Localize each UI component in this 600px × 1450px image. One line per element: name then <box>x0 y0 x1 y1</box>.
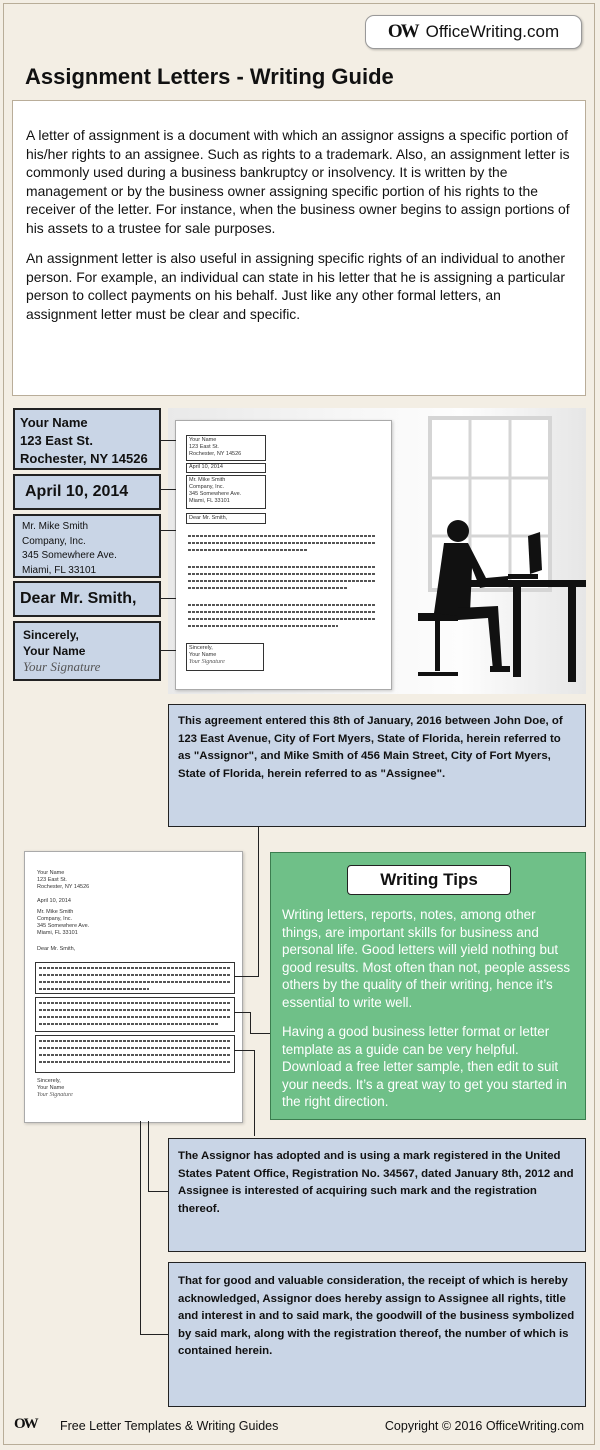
agreement-paragraph-3: That for good and valuable consideration, the receipt of which is hereby acknowledged, Assignor does hereby assign to Assignee all rights, title and interest in and to said mark, the goodwill of the business symbolized by said mark, along with the registration thereof, the number of which is contained herein. <box>168 1262 586 1407</box>
recipient-name: Mr. Mike Smith <box>22 521 89 532</box>
intro-paragraph: A letter of assignment is a document with which an assignor assigns a specific portion of his/her rights to an assignee. Such as rights to a trademark. Also, an assignment letter is commonly used during a business bankruptcy or insolvency. It is written by the management or by the business owner assigning specific portion of his rights to the receiver of the letter. For instance, when the business owner begins to assign portions of his assets to a trustee for sale purposes. <box>26 127 570 236</box>
mini2-sender: Your Name 123 East St. Rochester, NY 14526 <box>37 870 90 890</box>
writing-tips-title: Writing Tips <box>347 865 511 895</box>
date-label: April 10, 2014 <box>13 474 161 510</box>
sender-address-label <box>13 408 161 470</box>
mini2-date: April 10, 2014 <box>37 898 71 904</box>
sender-city: Rochester, NY 14526 <box>20 451 148 466</box>
mini2-closing: Sincerely, Your Name Your Signature <box>37 1078 73 1098</box>
footer-copyright: Copyright © 2016 OfficeWriting.com <box>384 1419 584 1433</box>
mini2-salutation: Dear Mr. Smith, <box>37 946 76 952</box>
footer <box>0 1413 600 1441</box>
mini-salutation: Dear Mr. Smith, <box>189 515 228 521</box>
writing-tips-panel <box>270 852 586 1120</box>
footer-ow-logo: OW <box>14 1416 37 1432</box>
brand-name: OfficeWriting.com <box>425 22 560 41</box>
mini-date: April 10, 2014 <box>189 464 223 470</box>
recipient-address-label <box>13 514 161 578</box>
sample-letter-thumbnail <box>175 420 392 690</box>
tips-paragraph: Having a good business letter format or letter template as a guide can be very helpful. Download a free letter sample, then edit to suit your needs. It’s a great way to get you started in the right direction. <box>282 1024 567 1109</box>
sample-letter-thumbnail-2 <box>24 851 243 1123</box>
intro-paragraph: An assignment letter is also useful in assigning specific rights of an individual to another person. For example, an individual can state in his letter that he is assigning a particular person to collect payments on his behalf. Just like any other formal letters, an assignment letter must be clear and specific. <box>26 250 565 322</box>
writing-tips-text <box>282 906 577 1123</box>
closing-word: Sincerely, <box>23 628 79 642</box>
agreement-paragraph-1: This agreement entered this 8th of January, 2016 between John Doe, of 123 East Avenue, City of Fort Myers, State of Florida, herein referred to as "Assignor", and Mike Smith of 456 Main Street, City of Fort Myers, State of Florida, herein referred to as "Assignee". <box>168 704 586 827</box>
intro-box <box>12 100 586 396</box>
page-title: Assignment Letters - Writing Guide <box>25 64 394 89</box>
recipient-city: Miami, FL 33101 <box>22 564 97 576</box>
mini-closing: Sincerely, Your Name Your Signature <box>189 645 225 665</box>
salutation-label: Dear Mr. Smith, <box>13 581 161 617</box>
footer-tagline[interactable]: Free Letter Templates & Writing Guides <box>60 1419 279 1433</box>
tips-paragraph: Writing letters, reports, notes, among other things, are important skills for business and personal life. Good letters will yield nothing but good results. Most often than not, people assess others by the quality of their writing, hence it’s essential to write well. <box>282 907 571 1010</box>
ow-logo: OW <box>387 21 418 42</box>
signature: Your Signature <box>23 659 101 674</box>
recipient-company: Company, Inc. <box>22 535 86 547</box>
mini-recipient: Mr. Mike Smith Company, Inc. 345 Somewhere Ave. Miami, FL 33101 <box>189 477 242 504</box>
sender-street: 123 East St. <box>20 433 93 448</box>
recipient-street: 345 Somewhere Ave. <box>22 550 117 561</box>
closing-label <box>13 621 161 681</box>
sender-name: Your Name <box>20 415 88 430</box>
mini-sender: Your Name 123 East St. Rochester, NY 14526 <box>189 437 242 457</box>
mini2-recipient: Mr. Mike Smith Company, Inc. 345 Somewhere Ave. Miami, FL 33101 <box>37 909 90 936</box>
agreement-paragraph-2: The Assignor has adopted and is using a mark registered in the United States Patent Office, Registration No. 34567, dated January 8th, 2012 and Assignee is interested of acquiring such mark and the registration thereof. <box>168 1138 586 1252</box>
closing-name: Your Name <box>23 643 86 658</box>
brand-badge[interactable] <box>365 15 582 49</box>
